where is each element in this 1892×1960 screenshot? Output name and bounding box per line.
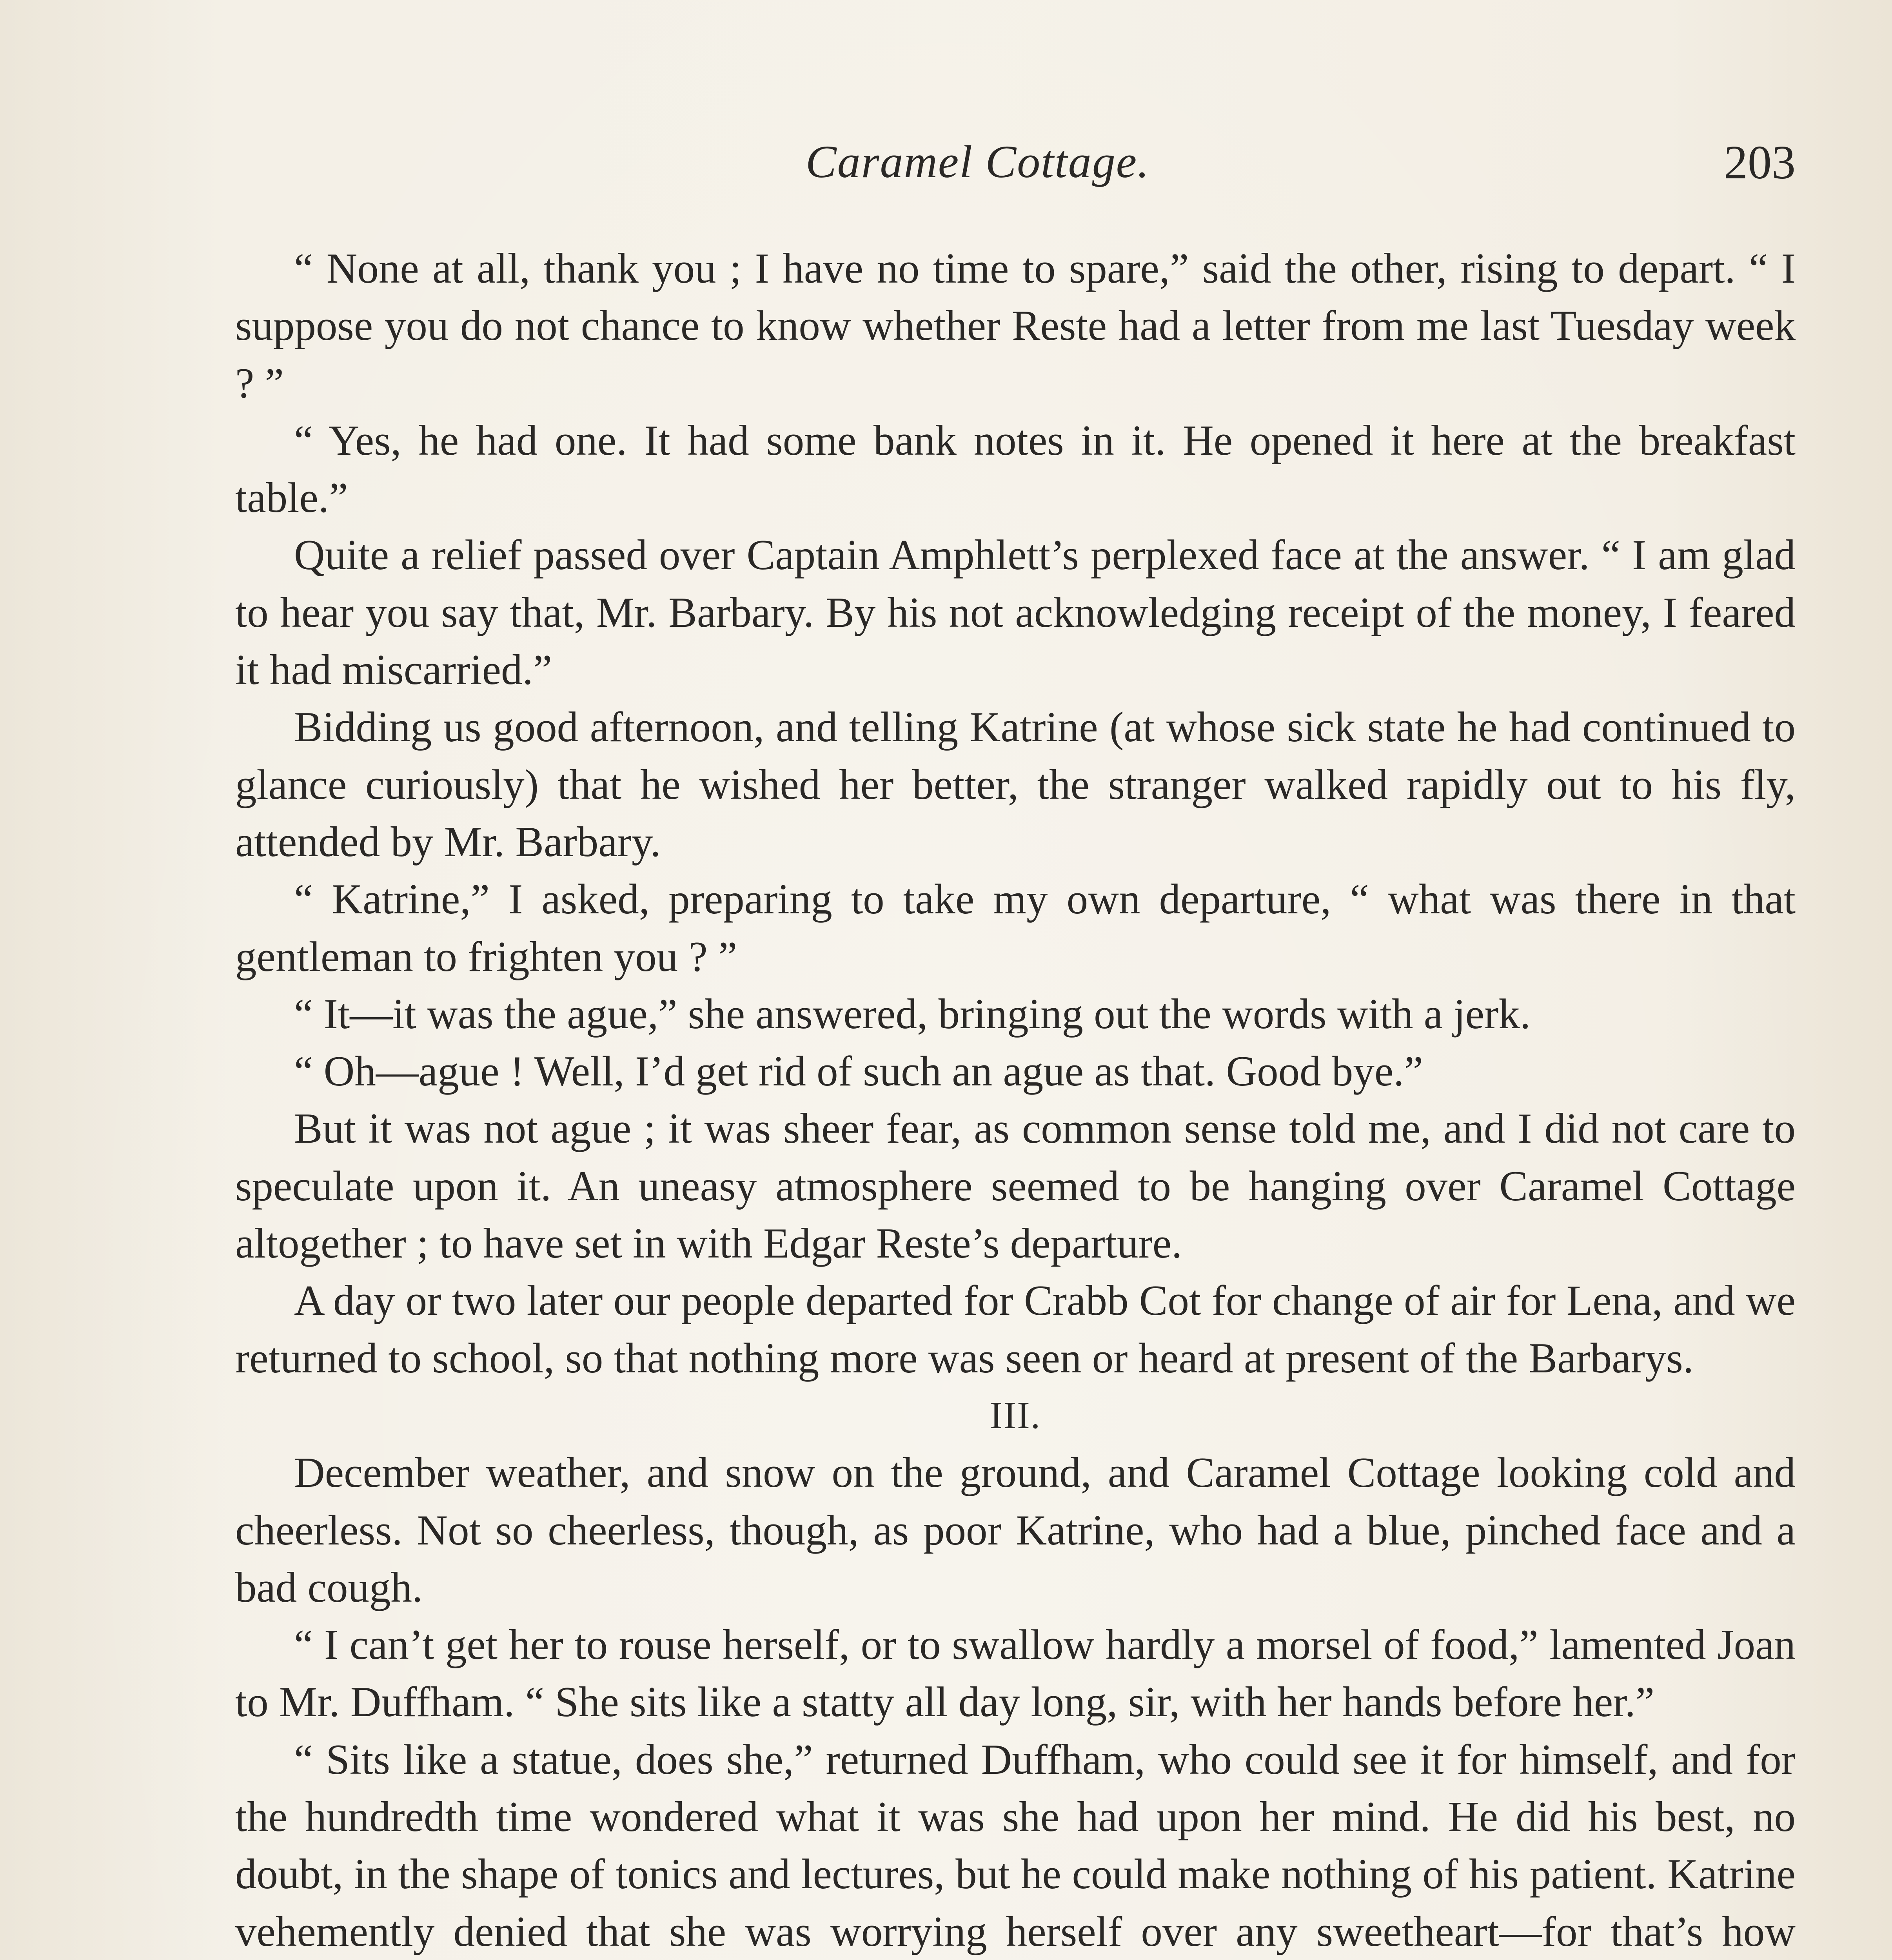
paragraph: But it was not ague ; it was sheer fear, as common sense told me, and I did not care to speculate upon it. An uneasy atmosphere seemed to be hanging over Caramel Cottage altogether ; to have set in with Edgar Reste’s departure.: [235, 1105, 1796, 1267]
paragraph: “ Yes, he had one. It had some bank notes in it. He opened it here at the breakfast table.”: [235, 416, 1796, 522]
paragraph: Quite a relief passed over Captain Amphlett’s perplexed face at the answer. “ I am glad to hear you say that, Mr. Barbary. By his not acknowledging receipt of the money, I feared it had miscarried.”: [235, 531, 1796, 694]
running-title: Caramel Cottage.: [806, 136, 1150, 187]
paragraph: “ None at all, thank you ; I have no time to spare,” said the other, rising to depart. “ I suppose you do not chance to know whether Reste had a letter from me last Tuesday week ? ”: [235, 245, 1796, 407]
paragraph: “ I can’t get her to rouse herself, or to swallow hardly a morsel of food,” lamented Joan to Mr. Duffham. “ She sits like a statty all day long, sir, with her hands before her.”: [235, 1621, 1796, 1726]
section-number: III.: [990, 1394, 1041, 1437]
paragraph: “ Sits like a statue, does she,” returned Duffham, who could see it for himself, and for the hundredth time wondered what it was she had upon her mind. He did his best, no doubt, in the shape of tonics and lectures, but he could make nothing of his patient. Katrine vehemently denied that she was worrying herself over any sweetheart—for that’s how: [235, 1735, 1796, 1955]
paragraph: December weather, and snow on the ground, and Caramel Cottage looking cold and cheerless. Not so cheerless, though, as poor Katrine, who had a blue, pinched face and a bad cough.: [235, 1449, 1796, 1611]
paragraph: Bidding us good afternoon, and telling Katrine (at whose sick state he had continued to glance curiously) that he wished her better, the stranger walked rapidly out to his fly, attended by Mr. Barbary.: [235, 703, 1796, 866]
paragraph: “ Katrine,” I asked, preparing to take my own departure, “ what was there in that gentleman to frighten you ? ”: [235, 875, 1796, 980]
body-text: [235, 240, 1796, 1960]
paragraph: “ It—it was the ague,” she answered, bringing out the words with a jerk.: [294, 990, 1531, 1038]
paragraph: “ Oh—ague ! Well, I’d get rid of such an ague as that. Good bye.”: [294, 1047, 1423, 1095]
page-number: 203: [1724, 136, 1796, 189]
paragraph: A day or two later our people departed for Crabb Cot for change of air for Lena, and we returned to school, so that nothing more was seen or heard at present of the Barbarys.: [235, 1277, 1796, 1382]
page-header: [235, 135, 1796, 194]
